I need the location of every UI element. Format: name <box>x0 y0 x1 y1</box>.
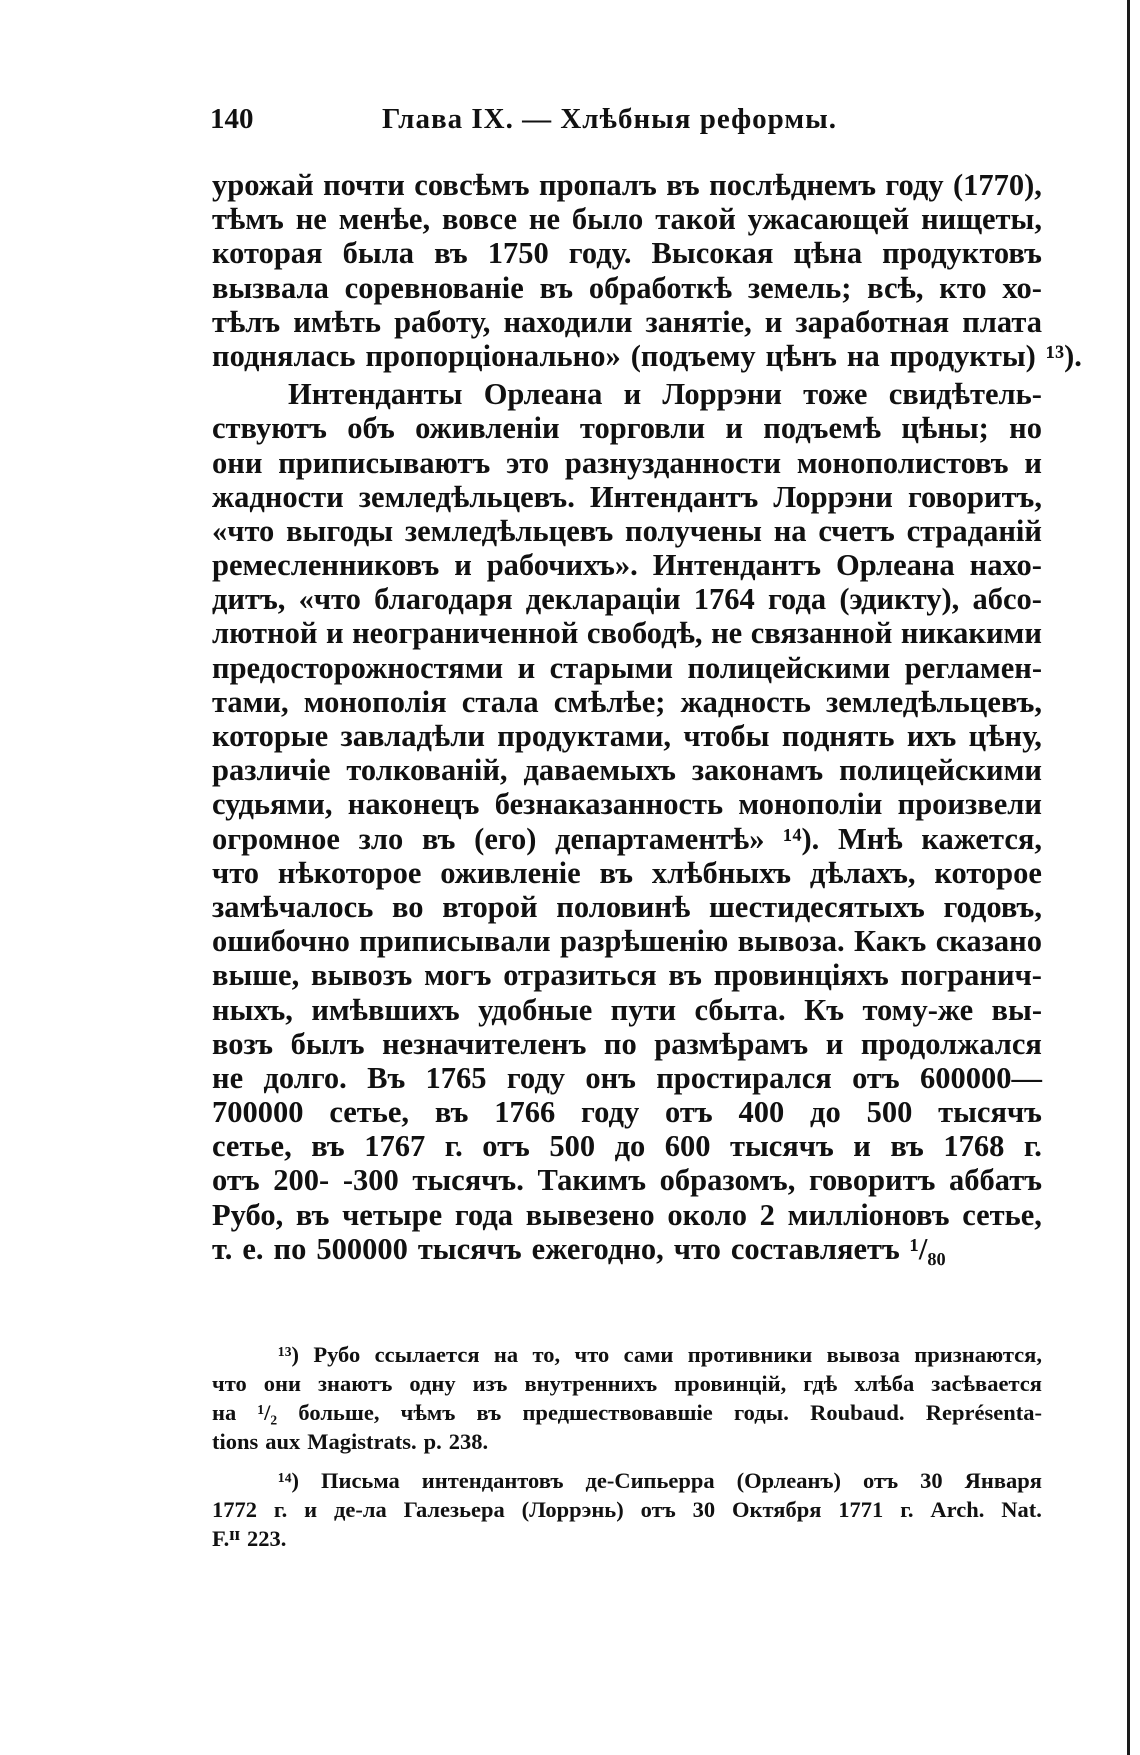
footnotes <box>212 1340 1042 1553</box>
text-line: вызвала соревнованіе въ обработкѣ земель; всѣ, кто хо- <box>212 270 1042 305</box>
text-line: тѣмъ не менѣе, вовсе не было такой ужасающей нищеты, <box>212 202 1042 237</box>
text-line: тами, монополія стала смѣлѣе; жадность земледѣльцевъ, <box>212 684 1042 719</box>
text-line: лютной и неограниченной свободѣ, не связанной никакими <box>212 616 1042 651</box>
text-line: ныхъ, имѣвшихъ удобные пути сбыта. Къ тому-же вы- <box>212 992 1042 1027</box>
text-line: урожай почти совсѣмъ пропалъ въ послѣднемъ году (1770), <box>212 168 1042 202</box>
text-line: ошибочно приписывали разрѣшенію вывоза. Какъ сказано <box>212 924 1042 959</box>
text-line: они приписываютъ это разнузданности монополистовъ и <box>212 445 1042 480</box>
paragraph-gap <box>212 1456 1042 1466</box>
footnote-block <box>212 1466 1042 1553</box>
text-line: сетье, въ 1767 г. отъ 500 до 600 тысячъ и въ 1768 г. <box>212 1129 1042 1164</box>
text-line: «что выгоды земледѣльцевъ получены на счетъ страданій <box>212 513 1042 548</box>
page-edge-rule <box>1127 0 1130 1755</box>
running-title: Глава IX. — Хлѣбныя реформы. <box>382 103 837 135</box>
footnote-line: ¹³) Рубо ссылается на то, что сами противники вывоза признаются, <box>278 1342 1042 1367</box>
text-line: возъ былъ незначителенъ по размѣрамъ и продолжался <box>212 1026 1042 1061</box>
text-line: которые завладѣли продуктами, чтобы поднять ихъ цѣну, <box>212 719 1042 753</box>
page-header <box>210 103 1030 143</box>
text-line: поднялась пропорціонально» (подъему цѣнъ на продукты) ¹³). <box>212 338 1082 373</box>
text-line: огромное зло въ (его) департаментѣ» ¹⁴). Мнѣ кажется, <box>212 821 1042 856</box>
footnote-block <box>212 1340 1042 1456</box>
text-line: ремесленниковъ и рабочихъ». Интендантъ Орлеана нахо- <box>212 548 1042 583</box>
text-line: отъ 200- -300 тысячъ. Такимъ образомъ, говоритъ аббатъ <box>212 1163 1042 1198</box>
text-line: судьями, наконецъ безнаказанность монополіи произвели <box>212 787 1042 822</box>
text-line: жадности земледѣльцевъ. Интендантъ Лоррэни говоритъ, <box>212 479 1042 514</box>
text-line: предосторожностями и старыми полицейскими регламен- <box>212 650 1042 685</box>
text-line: 700000 сетье, въ 1766 году отъ 400 до 500 тысячъ <box>212 1095 1042 1130</box>
text-line: различіе толкованій, даваемыхъ законамъ полицейскими <box>212 753 1042 788</box>
footnote-line: на ¹/₂ больше, чѣмъ въ предшествовавшіе годы. Roubaud. Représenta- <box>212 1400 1042 1425</box>
footnote-line: ¹⁴) Письма интендантовъ де-Сипьерра (Орлеанъ) отъ 30 Января <box>278 1468 1042 1493</box>
text-block <box>212 168 1082 373</box>
text-line: т. е. по 500000 тысячъ ежегодно, что составляетъ ¹/₈₀ <box>212 1231 946 1266</box>
main-text <box>212 168 1082 1266</box>
text-line: тѣлъ имѣть работу, находили занятіе, и заработная плата <box>212 304 1042 339</box>
text-block <box>212 377 1042 1266</box>
footnote-line: F.ᴵᴵ 223. <box>212 1526 287 1551</box>
page-number: 140 <box>210 103 254 135</box>
footnote-line: что они знаютъ одну изъ внутреннихъ провинцій, гдѣ хлѣба засѣвается <box>212 1371 1042 1396</box>
text-line: что нѣкоторое оживленіе въ хлѣбныхъ дѣлахъ, которое <box>212 855 1042 890</box>
text-line: Рубо, въ четыре года вывезено около 2 милліоновъ сетье, <box>212 1197 1042 1232</box>
text-line: которая была въ 1750 году. Высокая цѣна продуктовъ <box>212 236 1042 271</box>
text-line: не долго. Въ 1765 году онъ простирался отъ 600000— <box>212 1060 1042 1095</box>
text-line: ствуютъ объ оживленіи торговли и подъемѣ цѣны; но <box>212 411 1042 446</box>
text-line: дитъ, «что благодаря деклараціи 1764 года (эдикту), абсо- <box>212 582 1042 617</box>
text-line: выше, вывозъ могъ отразиться въ провинціяхъ погранич- <box>212 958 1042 993</box>
text-line: замѣчалось во второй половинѣ шестидесятыхъ годовъ, <box>212 889 1042 924</box>
footnote-line: tions aux Magistrats. p. 238. <box>212 1429 489 1454</box>
text-line: Интенданты Орлеана и Лоррэни тоже свидѣтель- <box>288 377 1042 412</box>
footnote-line: 1772 г. и де-ла Галезьера (Лоррэнь) отъ 30 Октября 1771 г. Arch. Nat. <box>212 1497 1042 1522</box>
